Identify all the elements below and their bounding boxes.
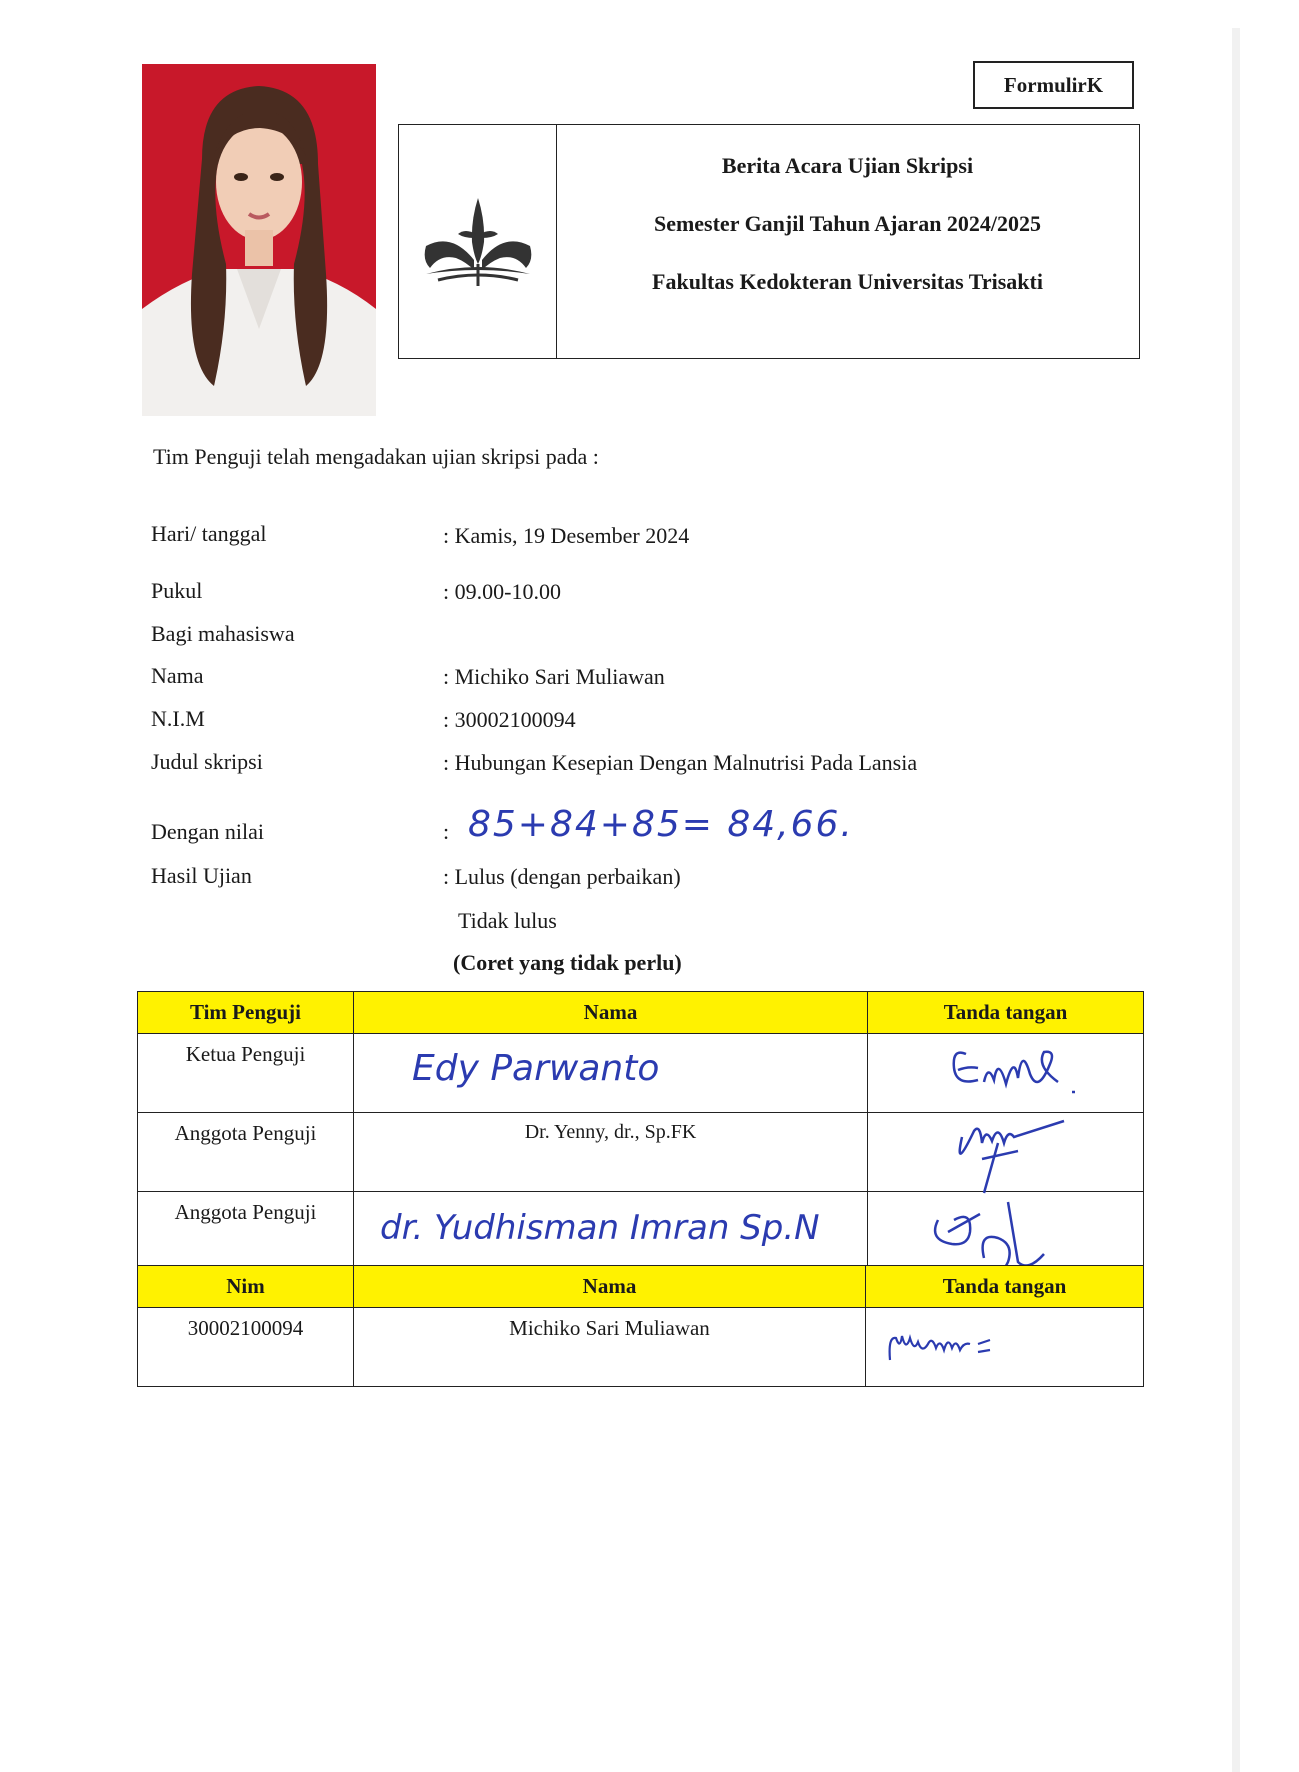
scan-edge-shadow	[1232, 28, 1240, 1772]
judul-label: Judul skripsi	[151, 749, 263, 774]
signature-anggota-2-icon	[868, 1192, 1144, 1264]
hasil-label: Hasil Ujian	[151, 863, 252, 888]
hari-label: Hari/ tanggal	[151, 521, 267, 546]
role-ketua: Ketua Penguji	[185, 1042, 306, 1066]
header-line-1: Berita Acara Ujian Skripsi	[721, 153, 974, 178]
signature-student-icon	[866, 1308, 1144, 1380]
pukul-value: : 09.00-10.00	[443, 579, 561, 604]
header-line-2: Semester Ganjil Tahun Ajaran 2024/2025	[653, 211, 1042, 236]
table-row	[138, 1034, 1144, 1113]
signature-anggota-2	[868, 1192, 1144, 1271]
header-nama: Nama	[354, 1266, 866, 1308]
form-code-box: FormulirK	[973, 61, 1134, 109]
header-line-3: Fakultas Kedokteran Universitas Trisakti	[652, 269, 1043, 294]
nilai-colon: :	[443, 819, 450, 844]
student-name: Michiko Sari Muliawan	[509, 1316, 710, 1340]
nim-value: : 30002100094	[443, 707, 576, 732]
trisakti-logo-icon	[418, 194, 538, 290]
header-tanda-tangan: Tanda tangan	[866, 1266, 1144, 1308]
student-nim: 30002100094	[187, 1316, 304, 1340]
table-row	[138, 1192, 1144, 1271]
nama-value: : Michiko Sari Muliawan	[443, 664, 665, 689]
coret-note: (Coret yang tidak perlu)	[453, 950, 682, 975]
header-nim: Nim	[138, 1266, 354, 1308]
role-anggota-1: Anggota Penguji	[174, 1121, 317, 1145]
name-handwritten-anggota-2: dr. Yudhisman Imran Sp.N	[380, 1208, 820, 1248]
nama-label: Nama	[151, 663, 204, 688]
name-handwritten-ketua: Edy Parwanto	[412, 1048, 660, 1089]
table-row	[138, 1308, 1144, 1387]
nilai-handwritten: 85+84+85= 84,66.	[468, 804, 854, 845]
nilai-label: Dengan nilai	[151, 819, 265, 844]
student-table	[137, 1265, 1144, 1387]
examiners-header-row	[138, 992, 1144, 1034]
role-anggota-2: Anggota Penguji	[174, 1200, 317, 1224]
header-tim-penguji: Tim Penguji	[138, 992, 354, 1034]
student-photo	[142, 64, 376, 416]
intro-text: Tim Penguji telah mengadakan ujian skripsi pada :	[153, 444, 599, 469]
table-row	[138, 1113, 1144, 1192]
hasil-value-tidak-lulus: Tidak lulus	[458, 908, 557, 933]
university-logo	[399, 125, 557, 358]
examiners-table	[137, 991, 1144, 1271]
name-anggota-1: Dr. Yenny, dr., Sp.FK	[524, 1121, 697, 1143]
hasil-value-lulus: : Lulus (dengan perbaikan)	[443, 864, 681, 889]
pukul-label: Pukul	[151, 578, 203, 603]
signature-student	[866, 1308, 1144, 1387]
signature-ketua	[868, 1034, 1144, 1113]
header-nama: Nama	[354, 992, 868, 1034]
student-header-row	[138, 1266, 1144, 1308]
signature-anggota-1	[868, 1113, 1144, 1192]
hari-value: : Kamis, 19 Desember 2024	[443, 523, 690, 548]
signature-anggota-1-icon	[868, 1113, 1144, 1185]
header-tanda-tangan: Tanda tangan	[868, 992, 1144, 1034]
header-title	[556, 125, 1139, 358]
document-header	[398, 124, 1140, 359]
bagi-mahasiswa-label: Bagi mahasiswa	[151, 621, 295, 646]
judul-value: : Hubungan Kesepian Dengan Malnutrisi Pada Lansia	[443, 750, 918, 775]
nim-label: N.I.M	[151, 706, 205, 731]
signature-ketua-icon	[868, 1034, 1144, 1106]
